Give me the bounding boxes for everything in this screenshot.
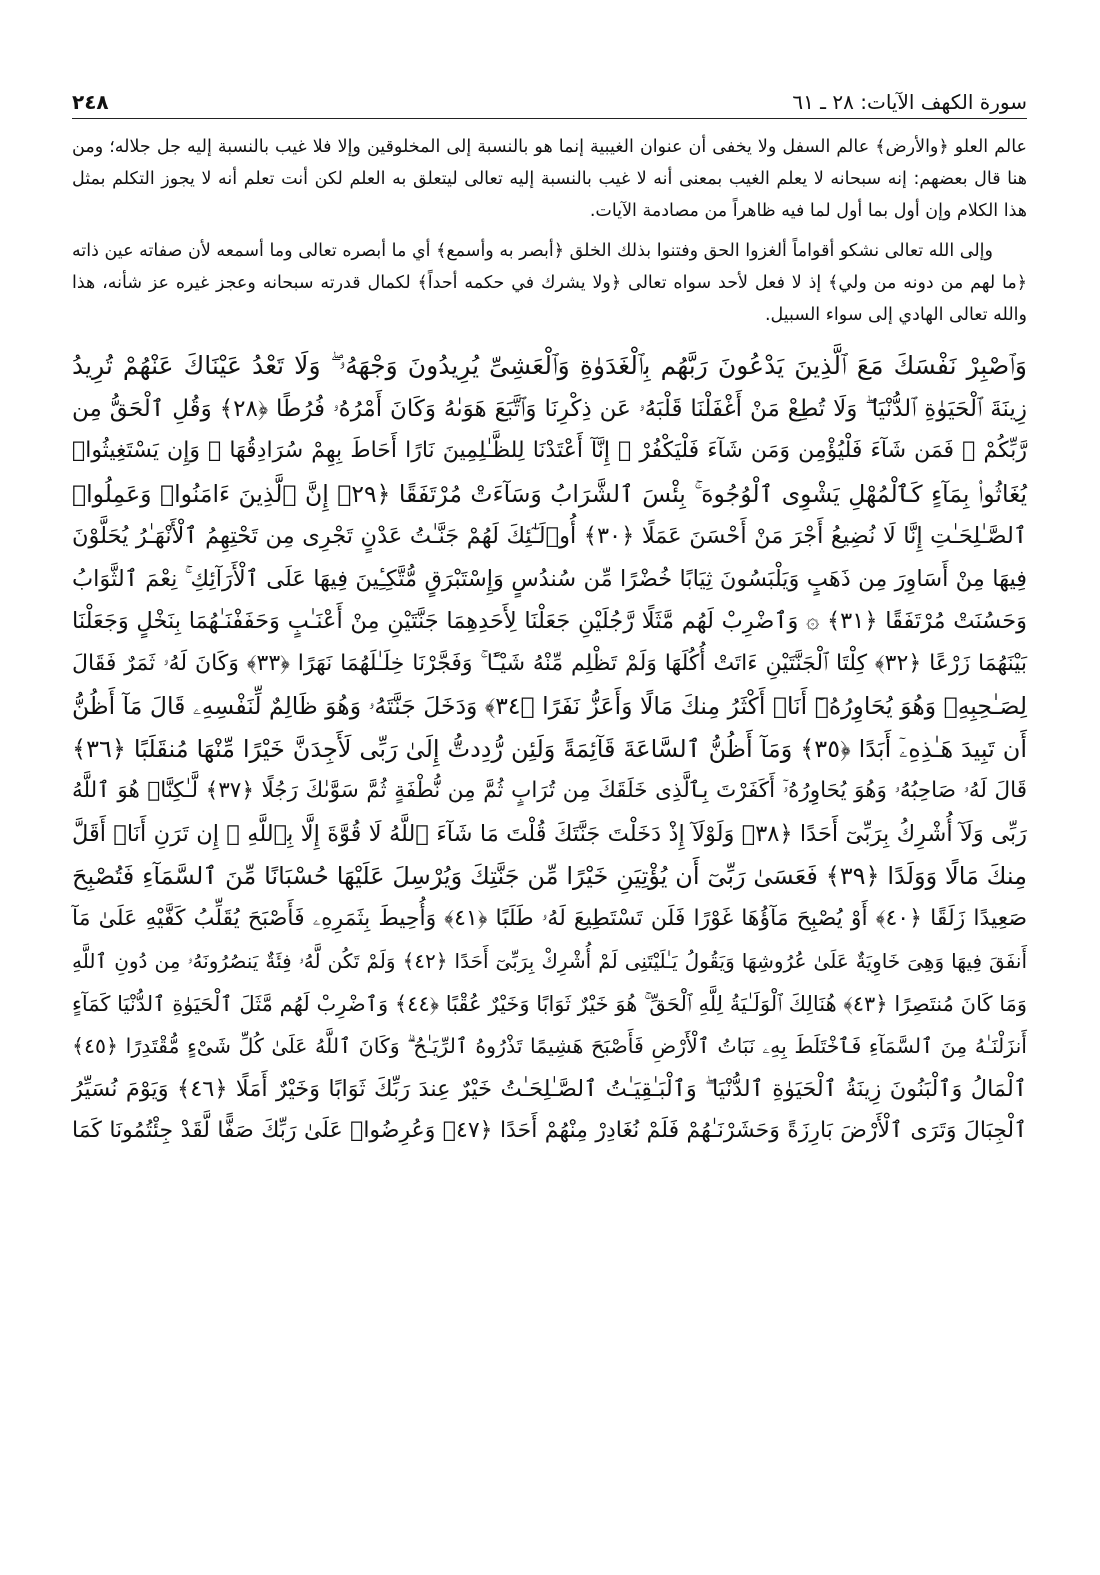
quran-line: زِينَةَ ٱلْحَيَوٰةِ ٱلدُّنْيَا ۖ وَلَا تُطِعْ مَنْ أَغْفَلْنَا قَلْبَهُۥ عَن ذِكْرِنَا وَٱتَّبَعَ هَوَىٰهُ وَكَانَ أَمْرُهُۥ فُرُطًا ﴿٢٨﴾ وَقُلِ ٱلْحَقُّ مِن xyxy=(72,395,1027,422)
quran-line: مِنكَ مَالًا وَوَلَدًا ﴿٣٩﴾ فَعَسَىٰ رَبِّىٓ أَن يُؤْتِيَنِ خَيْرًا مِّن جَنَّتِكَ وَيُرْسِلَ عَلَيْهَا حُسْبَانًا مِّنَ ٱلسَّمَآءِ فَتُصْبِحَ xyxy=(72,862,1027,890)
quran-text-block xyxy=(72,345,1027,1153)
commentary-section xyxy=(72,131,1027,331)
quran-line: ٱلْجِبَالَ وَتَرَى ٱلْأَرْضَ بَارِزَةً وَحَشَرْنَـٰهُمْ فَلَمْ نُغَادِرْ مِنْهُمْ أَحَدًا ﴿٤٧﴾ وَعُرِضُوا۟ عَلَىٰ رَبِّكَ صَفًّا لَّقَدْ جِئْتُمُونَا كَمَا xyxy=(72,1118,1027,1143)
quran-line: بَيْنَهُمَا زَرْعًا ﴿٣٢﴾ كِلْتَا ٱلْجَنَّتَيْنِ ءَاتَتْ أُكُلَهَا وَلَمْ تَظْلِم مِّنْهُ شَيْـًٔا ۚ وَفَجَّرْنَا خِلَـٰلَهُمَا نَهَرًا ﴿٣٣﴾ وَكَانَ لَهُۥ ثَمَرٌ فَقَالَ xyxy=(72,650,1027,676)
page-header xyxy=(72,80,1027,119)
commentary-paragraph-2: وإلى الله تعالى نشكو أقواماً ألغزوا الحق وفتنوا بذلك الخلق ﴿أبصر به وأسمع﴾ أي ما أبصره تعالى وما أسمعه لأن صفاته عين ذاته ﴿ما لهم من دونه من ولي﴾ إذ لا فعل لأحد سواه تعالى ﴿ولا يشرك في حكمه أحداً﴾ لكمال قدرته سبحانه وعجز غيره عز شأنه، هذا والله تعالى الهادي إلى سواء السبيل. xyxy=(72,241,1027,325)
quran-line: فِيهَا مِنْ أَسَاوِرَ مِن ذَهَبٍ وَيَلْبَسُونَ ثِيَابًا خُضْرًا مِّن سُندُسٍ وَإِسْتَبْرَقٍ مُّتَّكِـِٔينَ فِيهَا عَلَى ٱلْأَرَآئِكِ ۚ نِعْمَ ٱلثَّوَابُ xyxy=(72,565,1027,592)
quran-line: ٱلْمَالُ وَٱلْبَنُونَ زِينَةُ ٱلْحَيَوٰةِ ٱلدُّنْيَا ۖ وَٱلْبَـٰقِيَـٰتُ ٱلصَّـٰلِحَـٰتُ خَيْرٌ عِندَ رَبِّكَ ثَوَابًا وَخَيْرٌ أَمَلًا ﴿٤٦﴾ وَيَوْمَ نُسَيِّرُ xyxy=(72,1075,1027,1102)
commentary-paragraph-1: عالم العلو ﴿والأرض﴾ عالم السفل ولا يخفى أن عنوان الغيبية إنما هو بالنسبة إلى المخلوقين وإلا فلا غيب بالنسبة إليه جل جلاله؛ ومن هنا قال بعضهم: إنه سبحانه لا يعلم الغيب بمعنى أنه لا غيب بالنسبة إليه تعالى ليتعلق به العلم لكن أنت تعلم أنه لا يجوز التكلم بمثل هذا الكلام وإن أول بما أول لما فيه ظاهراً من مصادمة الآيات. xyxy=(72,137,1027,221)
quran-line: صَعِيدًا زَلَقًا ﴿٤٠﴾ أَوْ يُصْبِحَ مَآؤُهَا غَوْرًا فَلَن تَسْتَطِيعَ لَهُۥ طَلَبًا ﴿٤١﴾ وَأُحِيطَ بِثَمَرِهِۦ فَأَصْبَحَ يُقَلِّبُ كَفَّيْهِ عَلَىٰ مَآ xyxy=(72,905,1027,931)
quran-line: أَنزَلْنَـٰهُ مِنَ ٱلسَّمَآءِ فَٱخْتَلَطَ بِهِۦ نَبَاتُ ٱلْأَرْضِ فَأَصْبَحَ هَشِيمًا تَذْرُوهُ ٱلرِّيَـٰحُ ۗ وَكَانَ ٱللَّهُ عَلَىٰ كُلِّ شَىْءٍ مُّقْتَدِرًا ﴿٤٥﴾ xyxy=(72,1034,1027,1058)
quran-line: وَحَسُنَتْ مُرْتَفَقًا ﴿٣١﴾ ۞ وَٱضْرِبْ لَهُم مَّثَلًا رَّجُلَيْنِ جَعَلْنَا لِأَحَدِهِمَا جَنَّتَيْنِ مِنْ أَعْنَـٰبٍ وَحَفَفْنَـٰهُمَا بِنَخْلٍ وَجَعَلْنَا xyxy=(72,608,1027,634)
quran-line: يُغَاثُوا۟ بِمَآءٍ كَٱلْمُهْلِ يَشْوِى ٱلْوُجُوهَ ۚ بِئْسَ ٱلشَّرَابُ وَسَآءَتْ مُرْتَفَقًا ﴿٢٩﴾ إِنَّ ٱلَّذِينَ ءَامَنُوا۟ وَعَمِلُوا۟ xyxy=(72,479,1027,508)
quran-line: لِصَـٰحِبِهِۦ وَهُوَ يُحَاوِرُهُۥٓ أَنَا۠ أَكْثَرُ مِنكَ مَالًا وَأَعَزُّ نَفَرًا ﴿٣٤﴾ وَدَخَلَ جَنَّتَهُۥ وَهُوَ ظَالِمٌ لِّنَفْسِهِۦ قَالَ مَآ أَظُنُّ xyxy=(72,692,1027,720)
quran-line: أَنفَقَ فِيهَا وَهِىَ خَاوِيَةٌ عَلَىٰ عُرُوشِهَا وَيَقُولُ يَـٰلَيْتَنِى لَمْ أُشْرِكْ بِرَبِّىٓ أَحَدًا ﴿٤٢﴾ وَلَمْ تَكُن لَّهُۥ فِئَةٌ يَنصُرُونَهُۥ مِن دُونِ ٱللَّهِ xyxy=(72,949,1027,973)
quran-line: رَّبِّكُمْ ۖ فَمَن شَآءَ فَلْيُؤْمِن وَمَن شَآءَ فَلْيَكْفُرْ ۚ إِنَّآ أَعْتَدْنَا لِلظَّـٰلِمِينَ نَارًا أَحَاطَ بِهِمْ سُرَادِقُهَا ۚ وَإِن يَسْتَغِيثُوا۟ xyxy=(72,438,1027,463)
book-page xyxy=(72,80,1027,1560)
quran-line: رَبِّى وَلَآ أُشْرِكُ بِرَبِّىٓ أَحَدًا ﴿٣٨﴾ وَلَوْلَآ إِذْ دَخَلْتَ جَنَّتَكَ قُلْتَ مَا شَآءَ ٱللَّهُ لَا قُوَّةَ إِلَّا بِٱللَّهِ ۚ إِن تَرَنِ أَنَا۠ أَقَلَّ xyxy=(72,820,1027,847)
quran-line: قَالَ لَهُۥ صَاحِبُهُۥ وَهُوَ يُحَاوِرُهُۥٓ أَكَفَرْتَ بِٱلَّذِى خَلَقَكَ مِن تُرَابٍ ثُمَّ مِن نُّطْفَةٍ ثُمَّ سَوَّىٰكَ رَجُلًا ﴿٣٧﴾ لَّـٰكِنَّا۠ هُوَ ٱللَّهُ xyxy=(72,778,1027,803)
quran-line: أَن تَبِيدَ هَـٰذِهِۦٓ أَبَدًا ﴿٣٥﴾ وَمَآ أَظُنُّ ٱلسَّاعَةَ قَآئِمَةً وَلَئِن رُّدِدتُّ إِلَىٰ رَبِّى لَأَجِدَنَّ خَيْرًا مِّنْهَا مُنقَلَبًا ﴿٣٦﴾ xyxy=(72,734,1028,763)
quran-line: وَٱصْبِرْ نَفْسَكَ مَعَ ٱلَّذِينَ يَدْعُونَ رَبَّهُم بِٱلْغَدَوٰةِ وَٱلْعَشِىِّ يُرِيدُونَ وَجْهَهُۥ ۖ وَلَا تَعْدُ عَيْنَاكَ عَنْهُمْ تُرِيدُ xyxy=(72,351,1027,380)
quran-line: وَمَا كَانَ مُنتَصِرًا ﴿٤٣﴾ هُنَالِكَ ٱلْوَلَـٰيَةُ لِلَّهِ ٱلْحَقِّ ۚ هُوَ خَيْرٌ ثَوَابًا وَخَيْرٌ عُقْبًا ﴿٤٤﴾ وَٱضْرِبْ لَهُم مَّثَلَ ٱلْحَيَوٰةِ ٱلدُّنْيَا كَمَآءٍ xyxy=(72,991,1028,1016)
page-number: ٢٤٨ xyxy=(72,90,109,114)
running-title: سورة الكهف الآيات: ٢٨ ـ ٦١ xyxy=(792,90,1027,114)
quran-line: ٱلصَّـٰلِحَـٰتِ إِنَّا لَا نُضِيعُ أَجْرَ مَنْ أَحْسَنَ عَمَلًا ﴿٣٠﴾ أُو۟لَـٰٓئِكَ لَهُمْ جَنَّـٰتُ عَدْنٍ تَجْرِى مِن تَحْتِهِمُ ٱلْأَنْهَـٰرُ يُحَلَّوْنَ xyxy=(72,523,1027,549)
